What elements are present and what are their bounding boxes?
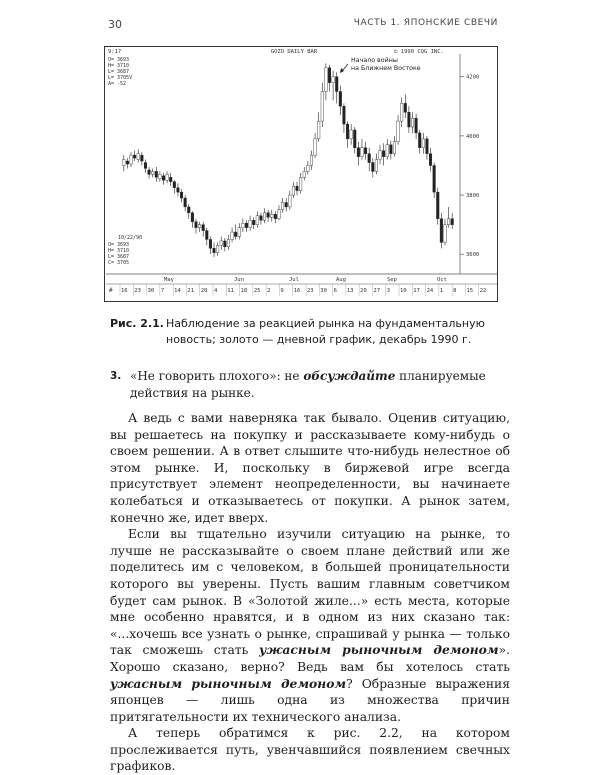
date-box-line: 10/22/90 xyxy=(118,235,143,241)
paragraph-3: А теперь обратимся к рис. 2.2, на котором прослеживается путь, увенчавшийся появлением свечных графиков. xyxy=(110,726,510,774)
emphasis-term-1: ужасным рыночным демоном xyxy=(259,642,499,658)
chart-figure xyxy=(104,46,498,302)
candle-body xyxy=(238,228,241,237)
candle-body xyxy=(328,68,331,83)
candle-body xyxy=(137,154,140,160)
candle-body xyxy=(267,213,270,217)
annotation-line-2: на Ближнем Востоке xyxy=(351,65,421,72)
candle-body xyxy=(436,192,439,219)
list-emphasis: обсуждайте xyxy=(303,369,396,383)
date-label: 28 xyxy=(200,288,208,294)
date-label: 24 xyxy=(426,288,434,294)
emphasis-term-2: ужасным рыночным демоном xyxy=(110,675,347,691)
date-label: 13 xyxy=(346,288,354,294)
info-line: H= 3710 xyxy=(108,63,130,69)
candle-body xyxy=(231,232,234,239)
chart-copyright: © 1990 CQG INC. xyxy=(394,49,444,55)
date-label: 15 xyxy=(466,288,474,294)
page-number: 30 xyxy=(108,18,122,31)
date-label: 18 xyxy=(240,288,248,294)
date-label: 10 xyxy=(400,288,407,294)
date-box-line: H= 3710 xyxy=(108,248,130,254)
candle-body xyxy=(325,68,328,92)
candle-body xyxy=(166,174,169,180)
candle-body xyxy=(418,133,421,148)
candlestick-chart xyxy=(104,46,498,302)
candle-body xyxy=(202,225,205,231)
date-label: 9 xyxy=(280,288,284,294)
candle-body xyxy=(447,219,450,225)
candle-body xyxy=(422,139,425,148)
candle-body xyxy=(390,145,393,154)
candle-body xyxy=(397,121,400,142)
body-text xyxy=(110,410,510,775)
candle-body xyxy=(382,151,385,157)
info-line: A= -52 xyxy=(108,81,127,87)
candle-body xyxy=(307,165,310,171)
month-label: Jul xyxy=(289,277,299,283)
date-row-marker: # xyxy=(109,287,113,294)
candle-body xyxy=(245,223,248,227)
month-label: Oct xyxy=(437,277,447,283)
candle-body xyxy=(278,210,281,219)
running-head: ЧАСТЬ 1. ЯПОНСКИЕ СВЕЧИ xyxy=(353,18,498,28)
figure-caption xyxy=(110,316,510,348)
candle-body xyxy=(404,103,407,112)
chart-time-label: 9:17 xyxy=(108,49,122,55)
date-label: 20 xyxy=(360,288,367,294)
candle-body xyxy=(130,155,133,164)
candle-body xyxy=(162,176,165,180)
candle-body xyxy=(303,171,306,177)
candle-body xyxy=(364,148,367,154)
candle-body xyxy=(155,171,158,177)
candle-body xyxy=(249,220,252,227)
candle-body xyxy=(353,130,356,148)
candle-body xyxy=(141,155,144,161)
month-label: Sep xyxy=(387,277,397,283)
paragraph-2-part-b: ». Хорошо сказано, верно? Ведь вам бы хотелось стать xyxy=(110,643,510,674)
candle-body xyxy=(263,213,266,220)
info-line: O= 3693 xyxy=(108,57,130,63)
candle-body xyxy=(411,118,414,127)
candle-body xyxy=(281,202,284,209)
month-label: May xyxy=(164,277,174,283)
candle-body xyxy=(151,171,154,174)
info-line: L= 3705V xyxy=(108,75,133,81)
candle-body xyxy=(296,186,299,190)
candle-body xyxy=(252,220,255,224)
candle-body xyxy=(144,163,147,169)
info-line: L= 3687 xyxy=(108,69,130,75)
y-tick-label: 3800 xyxy=(466,193,480,200)
candle-body xyxy=(270,214,273,217)
date-label: 4 xyxy=(214,288,218,294)
candle-body xyxy=(126,161,129,164)
candle-body xyxy=(180,192,183,198)
date-label: 3 xyxy=(386,288,391,294)
candle-body xyxy=(408,112,411,127)
candle-body xyxy=(451,219,454,225)
candle-body xyxy=(372,163,375,172)
candle-body xyxy=(429,154,432,166)
date-label: 8 xyxy=(453,288,457,294)
candle-body xyxy=(224,241,227,247)
candle-body xyxy=(379,151,382,160)
list-text xyxy=(130,368,510,402)
date-box-line: O= 3693 xyxy=(108,242,130,248)
candle-body xyxy=(393,142,396,154)
candle-body xyxy=(310,155,313,165)
date-box-line: C= 3705 xyxy=(108,260,130,266)
date-label: 30 xyxy=(320,288,327,294)
list-item xyxy=(110,368,510,402)
date-label: 7 xyxy=(160,288,165,294)
candle-body xyxy=(198,225,201,228)
candle-body xyxy=(335,77,338,92)
paragraph-2 xyxy=(110,526,510,725)
date-label: 27 xyxy=(373,288,381,294)
candle-body xyxy=(274,214,277,218)
candle-body xyxy=(321,92,324,122)
date-label: 23 xyxy=(307,288,314,294)
date-label: 11 xyxy=(227,288,234,294)
candle-body xyxy=(242,223,245,227)
candle-body xyxy=(426,139,429,154)
date-label: 21 xyxy=(187,288,195,294)
date-label: 1 xyxy=(439,288,444,294)
candle-body xyxy=(343,106,346,124)
candle-body xyxy=(173,182,176,188)
candle-body xyxy=(433,165,436,192)
date-label: 30 xyxy=(147,288,155,294)
candle-body xyxy=(314,139,317,155)
list-text-before: «Не говорить плохого»: не xyxy=(130,369,304,383)
candle-body xyxy=(444,225,447,243)
candle-body xyxy=(148,170,151,174)
candle-body xyxy=(234,232,237,236)
candle-body xyxy=(195,222,198,228)
candle-body xyxy=(299,177,302,190)
candle-body xyxy=(123,160,126,166)
figure-label: Рис. 2.1. xyxy=(110,317,164,330)
paragraph-2-part-a: Если вы тщательно изучили ситуацию на рынке, то лучше не рассказывайте о своем плане действий или же поделитесь им с человеком, в большей проницательности которого вы уверены. Пусть вашим главным советчиком будет сам рынок. В «Золотой жиле...» есть места, которые мне особенно нравятся, и в одном из них сказано так: «...хочешь все узнать о рынке, спрашивай у рынка — только так сможешь стать xyxy=(110,527,510,658)
candle-body xyxy=(285,202,288,206)
candle-body xyxy=(227,239,230,246)
paragraph-1: А ведь с вами наверняка так бывало. Оценив ситуацию, вы решаетесь на покупку и рассказываете кому-нибудь о своем решении. А в ответ слышите что-нибудь нелестное об этом рынке. И, поскольку в биржевой игре всегда присутствует элемент неопределенности, вы начинаете колебаться и отказываетесь от покупки. А рынок затем, конечно же, идет вверх. xyxy=(110,411,510,525)
candle-body xyxy=(159,174,162,178)
candle-body xyxy=(332,77,335,83)
month-label: Jun xyxy=(234,277,244,283)
candle-body xyxy=(177,188,180,192)
candle-body xyxy=(400,103,403,121)
month-label: Aug xyxy=(336,277,346,283)
y-tick-label: 4000 xyxy=(466,133,480,140)
candle-body xyxy=(169,177,172,181)
candle-body xyxy=(317,121,320,139)
candle-body xyxy=(368,154,371,163)
candle-body xyxy=(350,130,353,139)
candle-body xyxy=(339,92,342,107)
candle-body xyxy=(440,219,443,243)
annotation-line-1: Начало войны xyxy=(351,57,398,64)
figure-caption-text: Наблюдение за реакцией рынка на фундаментальную новость; золото — дневной график, декабрь 1990 г. xyxy=(166,317,485,346)
candle-body xyxy=(361,148,364,157)
date-box-line: L= 3687 xyxy=(108,254,130,260)
list-text-after: планируемые действия на рынке. xyxy=(130,369,486,400)
date-label: 6 xyxy=(333,288,337,294)
candle-body xyxy=(216,245,219,252)
list-number: 3. xyxy=(110,370,122,382)
candle-body xyxy=(206,231,209,240)
date-label: 25 xyxy=(253,288,261,294)
paragraph-2-part-c: ? Образные выражения японцев — лишь одна из множества причин притягательности их технического анализа. xyxy=(110,676,510,724)
candle-body xyxy=(415,118,418,133)
candle-body xyxy=(220,241,223,245)
date-label: 22 xyxy=(479,288,487,294)
date-label: 14 xyxy=(174,288,181,294)
date-label: 16 xyxy=(121,288,128,294)
y-tick-label: 3600 xyxy=(466,252,480,259)
candle-body xyxy=(346,124,349,139)
candle-body xyxy=(133,155,136,158)
candle-body xyxy=(213,248,216,252)
candle-body xyxy=(191,213,194,222)
candle-body xyxy=(357,148,360,157)
candle-body xyxy=(292,186,295,195)
date-label: 23 xyxy=(134,288,141,294)
chart-title: GOZO DAILY BAR xyxy=(270,49,318,55)
candle-body xyxy=(187,207,190,213)
y-tick-label: 4200 xyxy=(466,74,480,81)
candle-body xyxy=(289,195,292,207)
candle-body xyxy=(209,239,212,248)
date-label: 2 xyxy=(267,288,271,294)
date-label: 16 xyxy=(293,288,301,294)
candle-body xyxy=(260,216,263,220)
date-label: 17 xyxy=(413,288,420,294)
candle-body xyxy=(184,198,187,207)
candle-body xyxy=(256,216,259,225)
candle-body xyxy=(375,160,378,172)
candle-body xyxy=(386,145,389,157)
